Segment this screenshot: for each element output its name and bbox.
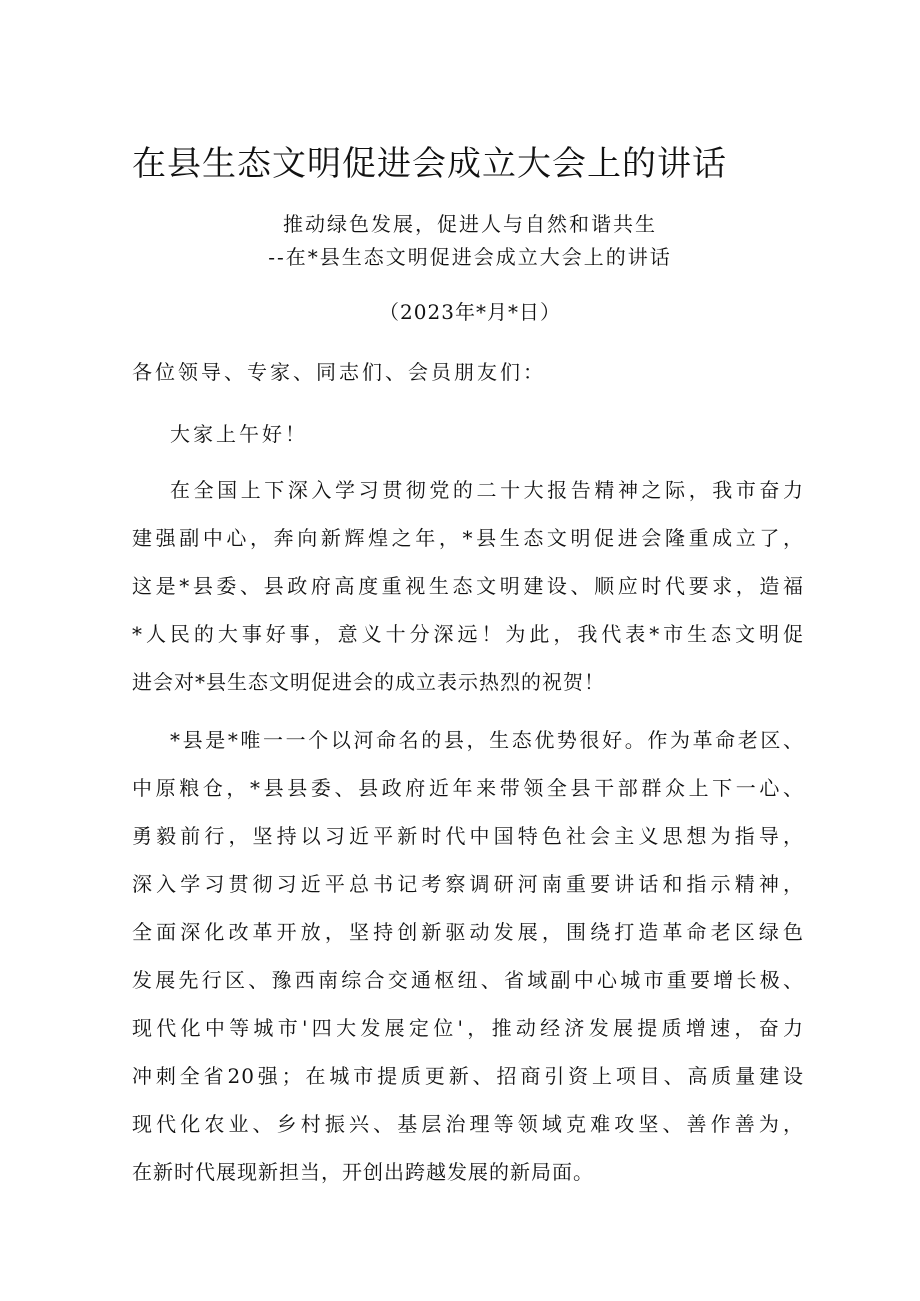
paragraph-line: 深入学习贯彻习近平总书记考察调研河南重要讲话和指示精神，: [132, 872, 804, 896]
document-title: 在县生态文明促进会成立大会上的讲话: [132, 144, 727, 184]
paragraph-line: 全面深化改革开放，坚持创新驱动发展，围绕打造革命老区绿色: [132, 920, 804, 944]
paragraph-line: 中原粮仓，*县县委、县政府近年来带领全县干部群众上下一心、: [132, 776, 804, 800]
paragraph-line: 在全国上下深入学习贯彻党的二十大报告精神之际，我市奋力: [170, 478, 804, 502]
paragraph-line: *县是*唯一一个以河命名的县，生态优势很好。作为革命老区、: [170, 728, 804, 752]
paragraph-line: 建强副中心，奔向新辉煌之年，*县生态文明促进会隆重成立了，: [132, 526, 804, 550]
speech-date: （2023年*月*日）: [379, 300, 561, 324]
paragraph-line: 这是*县委、县政府高度重视生态文明建设、顺应时代要求，造福: [132, 574, 804, 598]
subtitle-line: --在*县生态文明促进会成立大会上的讲话: [268, 245, 672, 269]
paragraph-line: 现代化农业、乡村振兴、基层治理等领域克难攻坚、善作善为，: [132, 1112, 804, 1136]
paragraph: [132, 716, 804, 1196]
paragraph-line: 进会对*县生态文明促进会的成立表示热烈的祝贺！: [132, 670, 605, 694]
subtitle-line: 推动绿色发展，促进人与自然和谐共生: [283, 212, 657, 236]
paragraph-line: *人民的大事好事，意义十分深远！为此，我代表*市生态文明促: [132, 622, 804, 646]
paragraph: [132, 466, 804, 706]
paragraph-line: 现代化中等城市'四大发展定位'，推动经济发展提质增速，奋力: [132, 1016, 804, 1040]
paragraph-line: 勇毅前行，坚持以习近平新时代中国特色社会主义思想为指导，: [132, 824, 804, 848]
paragraph-line: 在新时代展现新担当，开创出跨越发展的新局面。: [132, 1160, 594, 1184]
paragraph-line: 冲刺全省20强；在城市提质更新、招商引资上项目、高质量建设: [132, 1064, 804, 1088]
greeting: 大家上午好！: [170, 422, 308, 446]
subtitle-block: [180, 208, 760, 274]
salutation: 各位领导、专家、同志们、会员朋友们：: [132, 360, 546, 384]
paragraph-line: 发展先行区、豫西南综合交通枢纽、省域副中心城市重要增长极、: [132, 968, 804, 992]
